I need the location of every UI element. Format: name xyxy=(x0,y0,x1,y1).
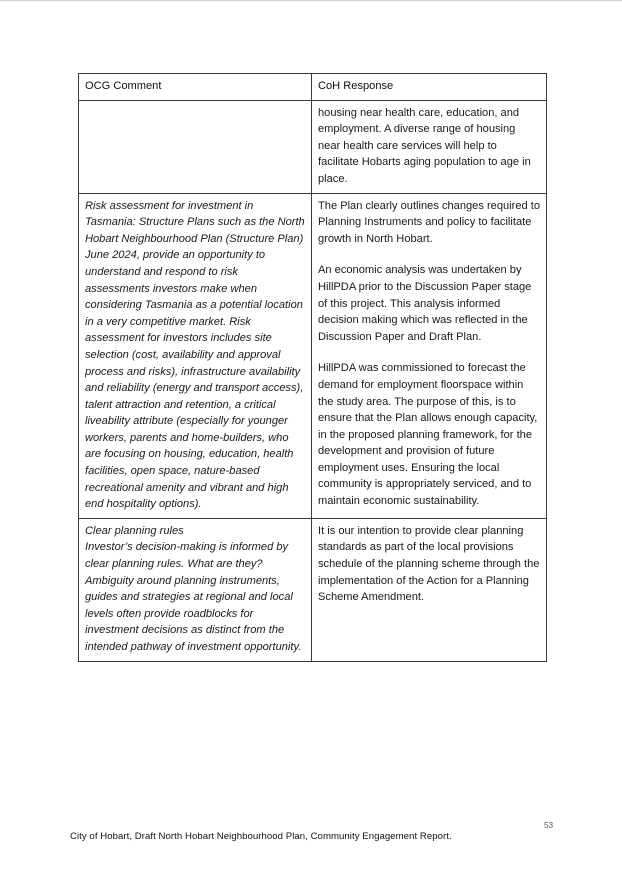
ocg-comment-response-table xyxy=(78,73,547,662)
footer-citation: City of Hobart, Draft North Hobart Neighbourhood Plan, Community Engagement Report. xyxy=(70,831,452,842)
cell-coh-response-clear-planning-rules xyxy=(312,518,547,661)
cell-ocg-comment-clear-planning-rules xyxy=(79,518,312,661)
cell-ocg-comment-risk-assessment xyxy=(79,193,312,518)
cell-coh-response-continued xyxy=(312,100,547,193)
response-paragraph: HillPDA was commissioned to forecast the demand for employment floorspace within the study area. The purpose of this, is to ensure that the Plan allows enough capacity, in the proposed planning framework, for the development and provision of future employment uses. Ensuring the local community is appropriately serviced, and to maintain economic sustainability. xyxy=(318,362,538,508)
response-paragraph: It is our intention to provide clear planning standards as part of the local provisions schedule of the planning scheme through the implementation of the Action for a Planning Scheme Amendment. xyxy=(318,524,540,604)
cell-coh-response-risk-assessment xyxy=(312,193,547,518)
cell-ocg-comment-continued xyxy=(79,100,312,193)
response-paragraph: The Plan clearly outlines changes required to Planning Instruments and policy to facilitate growth in North Hobart. xyxy=(318,199,541,245)
response-paragraph: An economic analysis was undertaken by HillPDA prior to the Discussion Paper stage of this project. This analysis informed decision making which was reflected in the Discussion Paper and Draft Plan. xyxy=(318,264,532,343)
table-row xyxy=(79,193,547,518)
comment-heading: Clear planning rules xyxy=(85,524,184,537)
column-header-coh-response: CoH Response xyxy=(312,74,547,101)
table-row xyxy=(79,518,547,661)
response-paragraph: housing near health care, education, and employment. A diverse range of housing near health care services will help to facilitate Hobarts aging population to age in place. xyxy=(318,106,531,185)
comment-text: Risk assessment for investment in Tasmania: Structure Plans such as the North Hobart Neighbourhood Plan (Structure Plan) June 2024, provide an opportunity to understand and respond to risk assessments investors make when considering Tasmania as a potential location in a very competitive market. Risk assessment for investors includes site selection (cost, availability and approval process and risks), infrastructure availability and reliability (energy and transport access), talent attraction and retention, a critical liveability attribute (especially for younger workers, parents and home-builders, who are focusing on housing, education, health facilities, open space, nature-based recreational amenity and vibrant and high end hospitality options). xyxy=(85,199,305,511)
table-header-row xyxy=(79,74,547,101)
page-number: 53 xyxy=(544,821,554,830)
comment-text: Investor’s decision-making is informed by clear planning rules. What are they? Ambiguity around planning instruments, guides and strategies at regional and local levels often provide roadblocks for investment decisions as distinct from the intended pathway of investment opportunity. xyxy=(85,541,302,653)
table-row xyxy=(79,100,547,193)
column-header-ocg-comment: OCG Comment xyxy=(79,74,312,101)
